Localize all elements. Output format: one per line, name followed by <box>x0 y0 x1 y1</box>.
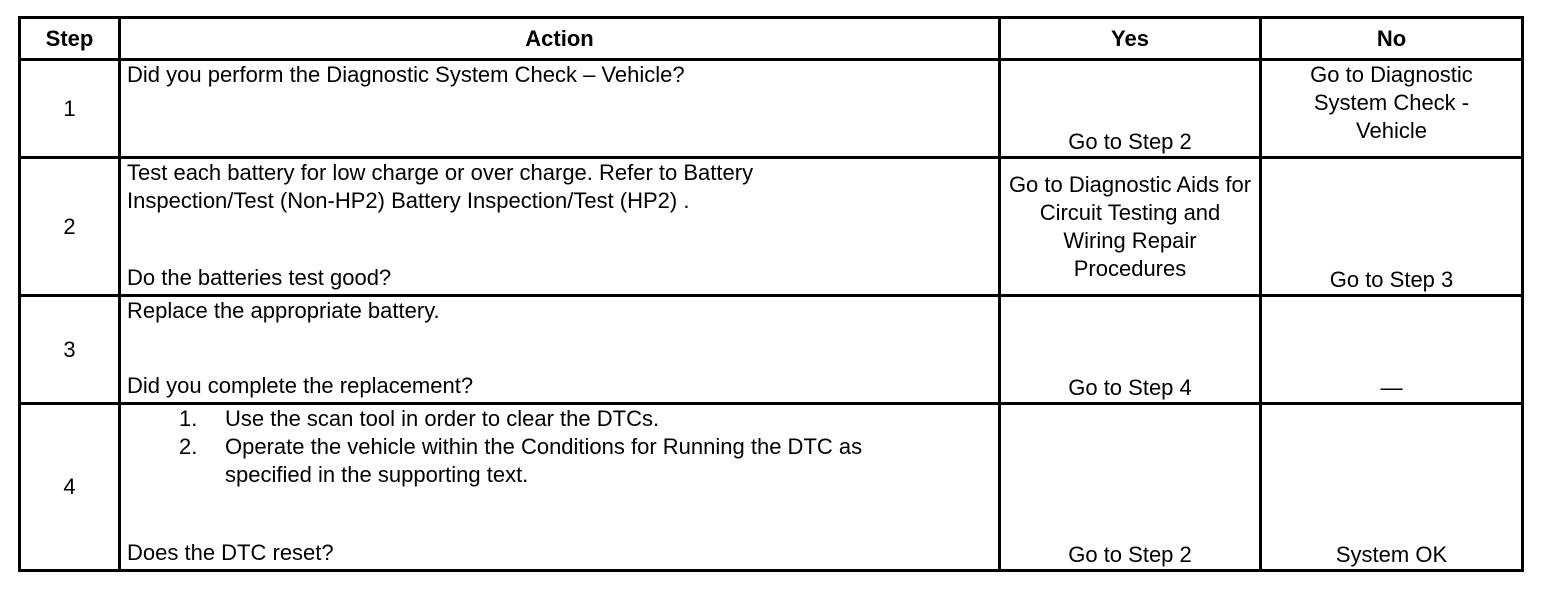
action-cell <box>120 296 1000 404</box>
action-cell <box>120 158 1000 296</box>
table-row <box>20 404 1523 571</box>
header-no: No <box>1261 18 1523 60</box>
action-steps-list <box>127 405 992 489</box>
action-text: Test each battery for low charge or over charge. Refer to Battery Inspection/Test (Non-HP2) Battery Inspection/Test (HP2) . <box>127 160 754 213</box>
header-yes: Yes <box>1000 18 1261 60</box>
yes-cell: Go to Step 4 <box>1000 296 1261 404</box>
action-cell <box>120 60 1000 158</box>
no-cell <box>1261 60 1523 158</box>
step-number: 1 <box>20 60 120 158</box>
action-question: Did you complete the replacement? <box>127 373 474 398</box>
step-number: 2 <box>20 158 120 296</box>
no-link: Go to Diagnostic System Check - Vehicle <box>1310 62 1473 143</box>
table-row <box>20 158 1523 296</box>
header-action: Action <box>120 18 1000 60</box>
yes-cell: Go to Step 2 <box>1000 404 1261 571</box>
table-row <box>20 296 1523 404</box>
list-item-text: Use the scan tool in order to clear the DTCs. <box>225 406 660 431</box>
action-question: Does the DTC reset? <box>127 540 334 565</box>
header-row <box>20 18 1523 60</box>
action-cell <box>120 404 1000 571</box>
yes-cell: Go to Step 2 <box>1000 60 1261 158</box>
action-text: Replace the appropriate battery. <box>127 298 440 323</box>
step-number: 3 <box>20 296 120 404</box>
no-cell: — <box>1261 296 1523 404</box>
no-cell: Go to Step 3 <box>1261 158 1523 296</box>
list-item-text: Operate the vehicle within the Conditions for Running the DTC as specified in the supporting text. <box>225 434 863 487</box>
yes-cell: Go to Diagnostic Aids for Circuit Testing and Wiring Repair Procedures <box>1000 158 1261 296</box>
action-question: Do the batteries test good? <box>127 265 392 290</box>
no-cell: System OK <box>1261 404 1523 571</box>
list-item <box>127 433 992 489</box>
step-number: 4 <box>20 404 120 571</box>
list-item-number: 1. <box>179 406 198 431</box>
table-row <box>20 60 1523 158</box>
list-item <box>127 405 992 433</box>
diagnostic-table <box>18 16 1524 572</box>
action-text: Did you perform the Diagnostic System Check – Vehicle? <box>127 62 685 87</box>
header-step: Step <box>20 18 120 60</box>
list-item-number: 2. <box>179 434 198 459</box>
